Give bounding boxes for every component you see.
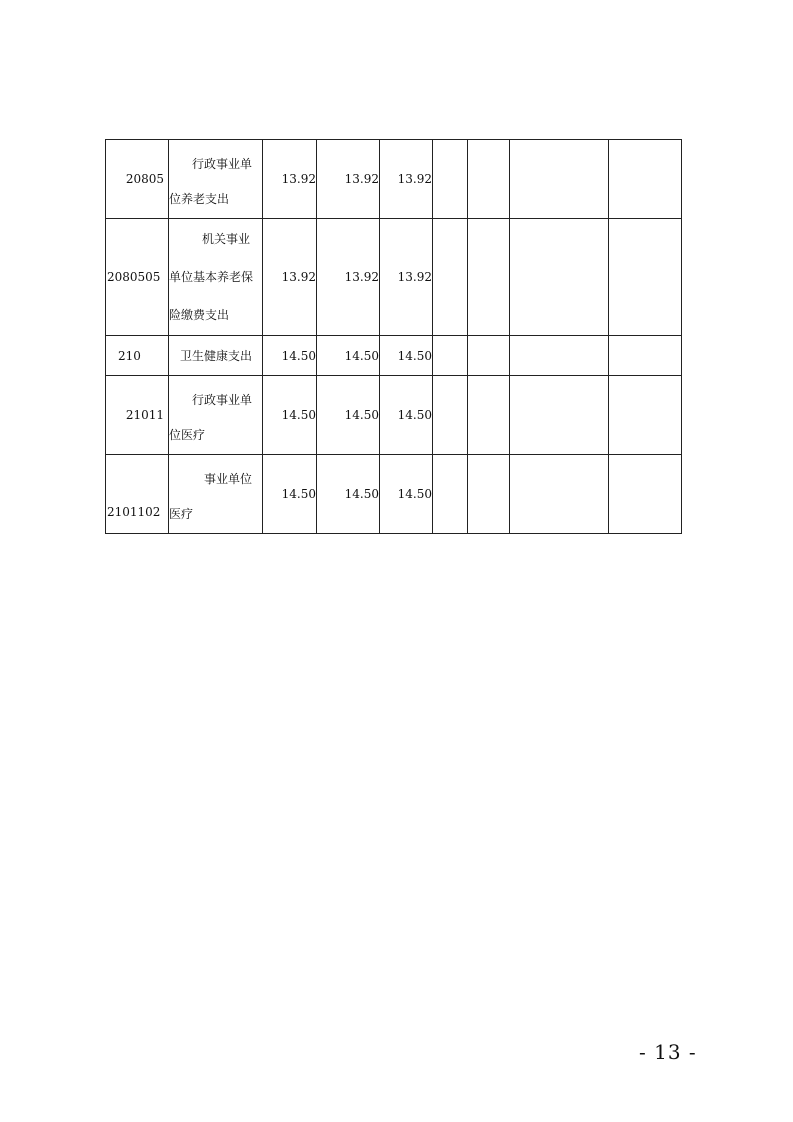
subject-name-cell (169, 219, 263, 336)
amount-subtotal: 14.50 (317, 336, 380, 376)
amount-basic: 14.50 (380, 336, 433, 376)
subject-code-cell (106, 376, 169, 455)
empty-cell (433, 219, 468, 336)
subject-code-cell (106, 336, 169, 376)
amount-basic: 13.92 (380, 140, 433, 219)
subject-name-cell (169, 455, 263, 534)
amount-total: 14.50 (263, 336, 317, 376)
subject-name-line: 行政事业单 (191, 157, 252, 171)
subject-code: 210 (118, 348, 141, 363)
amount-total: 13.92 (263, 140, 317, 219)
amount-total: 13.92 (263, 219, 317, 336)
subject-name-line: 位医疗 (169, 428, 206, 442)
empty-cell (468, 140, 510, 219)
empty-cell (468, 219, 510, 336)
subject-name-line: 险缴费支出 (169, 308, 230, 322)
subject-code: 2080505 (107, 270, 161, 284)
amount-total: 14.50 (263, 376, 317, 455)
subject-code: 20805 (125, 172, 164, 186)
empty-cell (433, 376, 468, 455)
subject-code-cell (106, 455, 169, 534)
empty-cell (468, 455, 510, 534)
subject-code: 2101102 (107, 505, 161, 519)
empty-cell (609, 140, 682, 219)
empty-cell (433, 140, 468, 219)
amount-basic: 13.92 (380, 219, 433, 336)
empty-cell (468, 376, 510, 455)
subject-name-line: 行政事业单 (191, 393, 252, 407)
empty-cell (609, 455, 682, 534)
empty-cell (510, 455, 609, 534)
empty-cell (609, 219, 682, 336)
empty-cell (510, 376, 609, 455)
empty-cell (609, 336, 682, 376)
subject-code-cell (106, 140, 169, 219)
table-row (106, 140, 682, 219)
empty-cell (468, 336, 510, 376)
empty-cell (433, 455, 468, 534)
amount-total: 14.50 (263, 455, 317, 534)
subject-code-cell (106, 219, 169, 336)
subject-name-cell (169, 376, 263, 455)
empty-cell (433, 336, 468, 376)
empty-cell (510, 336, 609, 376)
table-row (106, 219, 682, 336)
subject-name-cell (169, 336, 263, 376)
empty-cell (510, 219, 609, 336)
page-number: - 13 - (639, 1040, 697, 1064)
table-row (106, 376, 682, 455)
subject-name-line: 位养老支出 (169, 192, 230, 206)
expenditure-table (105, 139, 682, 534)
amount-basic: 14.50 (380, 376, 433, 455)
subject-name-line: 机关事业 (201, 232, 250, 246)
empty-cell (510, 140, 609, 219)
table-row (106, 455, 682, 534)
amount-subtotal: 14.50 (317, 376, 380, 455)
amount-subtotal: 13.92 (317, 219, 380, 336)
amount-basic: 14.50 (380, 455, 433, 534)
empty-cell (609, 376, 682, 455)
amount-subtotal: 14.50 (317, 455, 380, 534)
subject-name-line: 医疗 (169, 507, 194, 521)
table-row (106, 336, 682, 376)
subject-name-line: 事业单位 (203, 472, 252, 486)
subject-name-line: 卫生健康支出 (179, 349, 252, 363)
amount-subtotal: 13.92 (317, 140, 380, 219)
subject-code: 21011 (125, 408, 164, 422)
subject-name-line: 单位基本养老保 (169, 270, 254, 284)
subject-name-cell (169, 140, 263, 219)
